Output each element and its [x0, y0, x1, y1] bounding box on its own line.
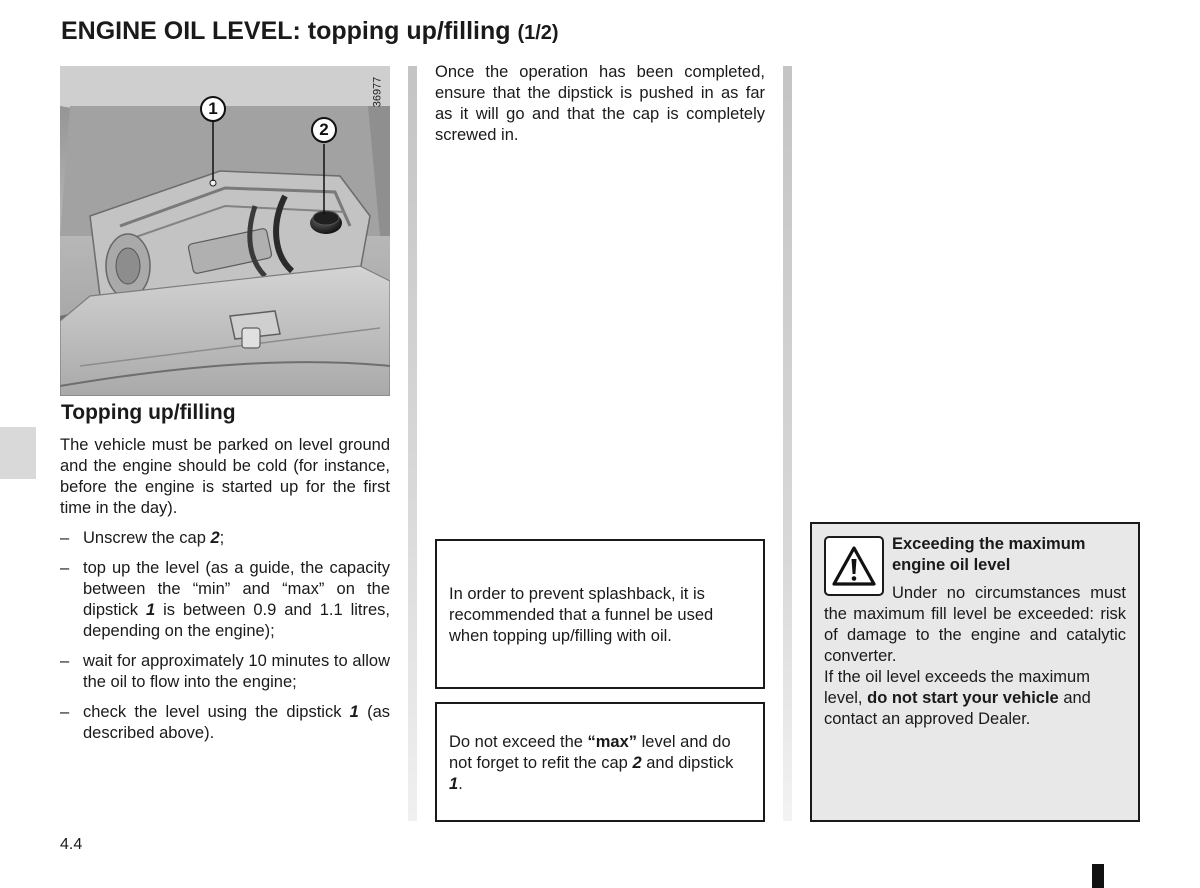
- ref-number: 2: [210, 529, 220, 547]
- ref-number: 2: [632, 754, 642, 772]
- warning-triangle-icon: [824, 536, 884, 596]
- end-of-section-marker: [1092, 864, 1104, 888]
- page-title: [61, 17, 559, 46]
- warning-action-text: If the oil level exceeds the maximum level, do not start your vehicle and contact an approved Dealer.: [824, 668, 1091, 728]
- splashback-note-text: In order to prevent splashback, it is recommended that a funnel be used when topping up/filling with oil.: [449, 585, 714, 645]
- list-item: – wait for approximately 10 minutes to allow the oil to flow into the engine;: [60, 651, 390, 693]
- list-item: – top up the level (as a guide, the capacity between the “min” and “max” on the dipstick 1 is between 0.9 and 1.1 litres, depending on the engine);: [60, 558, 390, 642]
- completion-paragraph: Once the operation has been completed, ensure that the dipstick is pushed in as far as it will go and that the cap is completely screwed in.: [435, 63, 765, 144]
- max-level-note-box: [435, 702, 765, 822]
- warning-lead-text: Under no circumstances must the maximum fill level be exceeded: risk of damage to the engine and catalytic converter.: [824, 584, 1126, 665]
- ref-number: 1: [145, 601, 156, 619]
- intro-paragraph: The vehicle must be parked on level ground and the engine should be cold (for instance, before the engine is started up for the first time in the day).: [60, 436, 390, 517]
- ref-number: 1: [349, 703, 359, 721]
- warning-title: Exceeding the maximum engine oil level: [892, 535, 1086, 574]
- callout-1-dipstick: 1: [200, 96, 226, 122]
- engine-bay-drawing: [60, 66, 390, 396]
- figure-reference-number: 36977: [371, 76, 383, 108]
- page-number: 4.4: [60, 836, 83, 853]
- column-divider-left: [408, 66, 417, 821]
- list-item: – Unscrew the cap 2;: [60, 528, 390, 549]
- oil-overfill-warning-box: [810, 522, 1140, 822]
- page-title-text: ENGINE OIL LEVEL: topping up/filling: [61, 17, 511, 45]
- page-title-suffix: (1/2): [517, 22, 559, 44]
- max-level-note-text: Do not exceed the “max” level and do not forget to refit the cap 2 and dipstick 1.: [449, 733, 734, 793]
- engine-bay-illustration: [60, 66, 390, 396]
- ref-number: 1: [449, 775, 459, 793]
- chapter-tab: [0, 427, 36, 479]
- steps-list: [60, 528, 390, 753]
- column-divider-right: [783, 66, 792, 821]
- list-item: – check the level using the dipstick 1 (as described above).: [60, 702, 390, 744]
- section-heading: Topping up/filling: [61, 401, 236, 424]
- callout-2-oil-cap: 2: [311, 117, 337, 143]
- splashback-note-box: [435, 539, 765, 689]
